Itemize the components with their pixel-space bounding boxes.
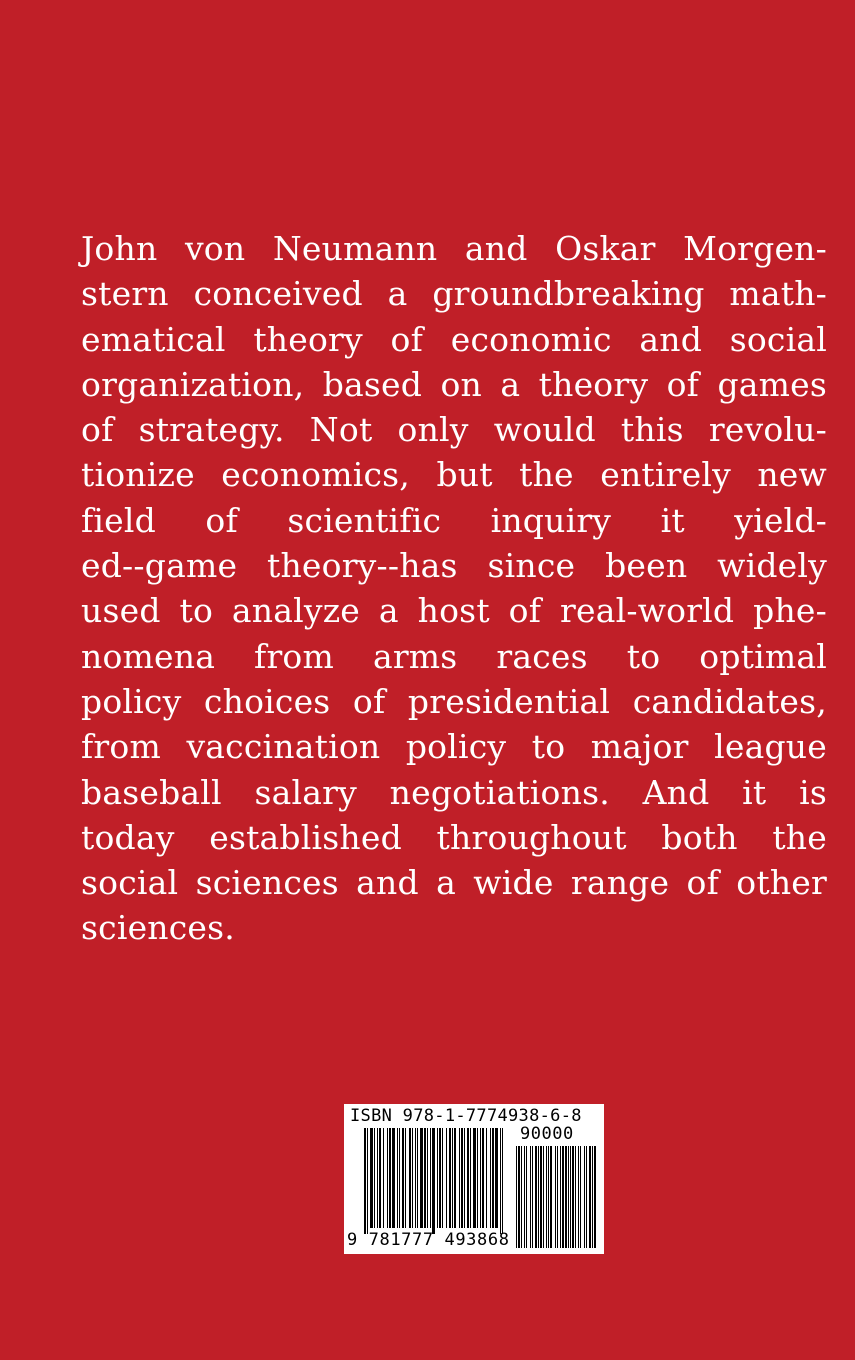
barcode-bar <box>532 1146 533 1248</box>
blurb-line: ematical theory of economic and social <box>81 319 827 359</box>
barcode-bar <box>415 1128 416 1228</box>
barcode-bar <box>449 1128 451 1228</box>
barcode-bar <box>442 1128 443 1228</box>
barcode-bar <box>502 1128 503 1234</box>
blurb-line: used to analyze a host of real-world phe- <box>81 591 827 631</box>
barcode-bar <box>557 1146 558 1248</box>
barcode-bar <box>383 1128 384 1228</box>
price-addon-code: 90000 <box>520 1124 574 1144</box>
barcode-bar <box>568 1146 569 1248</box>
barcode-bar <box>518 1146 520 1248</box>
barcode-bar <box>412 1128 413 1228</box>
barcode-bar <box>516 1146 517 1248</box>
blurb-line: today established throughout both the <box>81 817 827 857</box>
barcode-bar <box>374 1128 375 1228</box>
barcode-bar <box>377 1128 378 1228</box>
barcode-bar <box>594 1146 596 1248</box>
barcode-bar <box>427 1128 428 1228</box>
barcode-bar <box>540 1146 542 1248</box>
barcode-bar <box>399 1128 400 1228</box>
barcode-bar <box>555 1146 556 1248</box>
barcode-bar <box>578 1146 579 1248</box>
barcode-bar <box>565 1146 567 1248</box>
barcode-bar <box>405 1128 406 1228</box>
barcode-bar <box>586 1146 587 1248</box>
barcode-bar <box>543 1146 544 1248</box>
barcode-bar <box>480 1128 481 1228</box>
ean-digits: 9 781777 493868 <box>347 1230 510 1250</box>
blurb-line: sciences. <box>81 908 235 948</box>
barcode-bar <box>467 1128 469 1228</box>
barcode-bar <box>530 1146 531 1248</box>
barcode-bar <box>473 1128 476 1228</box>
barcode-bar <box>572 1146 574 1248</box>
barcode-bar <box>550 1146 552 1248</box>
barcode-bar <box>589 1146 591 1248</box>
barcode-bar <box>486 1128 487 1228</box>
blurb-line: baseball salary negotiations. And it is <box>81 772 827 812</box>
barcode-bar <box>584 1146 585 1248</box>
barcode-bar <box>464 1128 465 1228</box>
barcode-bar <box>538 1146 539 1248</box>
barcode-bar <box>524 1146 525 1248</box>
blurb-line: field of scientific inquiry it yield- <box>81 500 827 540</box>
isbn-label: ISBN 978-1-7774938-6-8 <box>350 1106 582 1126</box>
blurb-line: policy choices of presidential candidates, <box>81 681 827 721</box>
barcode-bar <box>367 1128 368 1234</box>
blurb-line: ed--game theory--has since been widely <box>81 546 827 586</box>
barcode-bar <box>387 1128 388 1228</box>
blurb-line: social sciences and a wide range of other <box>81 863 827 903</box>
barcode-bar <box>570 1146 571 1248</box>
barcode-bar <box>370 1128 373 1228</box>
barcode-bar <box>409 1128 411 1228</box>
barcode-bar <box>546 1146 547 1248</box>
barcode-bar <box>477 1128 478 1228</box>
barcode-bar <box>437 1128 438 1228</box>
isbn-barcode <box>344 1104 604 1254</box>
barcode-bar <box>459 1128 460 1228</box>
barcode-bar <box>420 1128 423 1228</box>
barcode-bar <box>430 1128 431 1228</box>
barcode-bar <box>470 1128 471 1228</box>
barcode-bar <box>500 1128 501 1234</box>
barcode-bar <box>379 1128 381 1228</box>
barcode-bar <box>560 1146 561 1248</box>
barcode-bar <box>446 1128 447 1228</box>
barcode-bar <box>452 1128 453 1228</box>
barcode-bar <box>397 1128 398 1228</box>
blurb-line: John von Neumann and Oskar Morgen- <box>81 229 827 268</box>
blurb-line: of strategy. Not only would this revolu- <box>81 410 827 450</box>
barcode-bar <box>495 1128 498 1228</box>
barcode-bar <box>526 1146 527 1248</box>
barcode-bar <box>482 1128 484 1228</box>
barcode-bar <box>364 1128 366 1234</box>
blurb-line: organization, based on a theory of games <box>81 364 827 404</box>
barcode-bar <box>392 1128 395 1228</box>
blurb-text <box>81 226 827 951</box>
barcode-bar <box>562 1146 564 1248</box>
barcode-bar <box>461 1128 463 1228</box>
barcode-bar <box>535 1146 537 1248</box>
barcode-bar <box>432 1128 435 1234</box>
barcode-bar <box>424 1128 426 1228</box>
barcode-bar <box>548 1146 549 1248</box>
blurb-line: nomena from arms races to optimal <box>81 636 827 676</box>
barcode-bar <box>417 1128 418 1228</box>
blurb-line: stern conceived a groundbreaking math- <box>81 274 827 314</box>
barcode-bar <box>592 1146 593 1248</box>
barcode-bar <box>575 1146 576 1248</box>
barcode-bar <box>490 1128 491 1228</box>
barcode-bar <box>492 1128 494 1228</box>
blurb-line: tionize economics, but the entirely new <box>81 455 827 495</box>
barcode-bar <box>389 1128 391 1228</box>
blurb-line: from vaccination policy to major league <box>81 727 827 767</box>
barcode-bar <box>521 1146 522 1248</box>
barcode-bar <box>402 1128 404 1228</box>
barcode-bar <box>439 1128 441 1228</box>
barcode-bar <box>454 1128 456 1228</box>
barcode-bar <box>580 1146 581 1248</box>
